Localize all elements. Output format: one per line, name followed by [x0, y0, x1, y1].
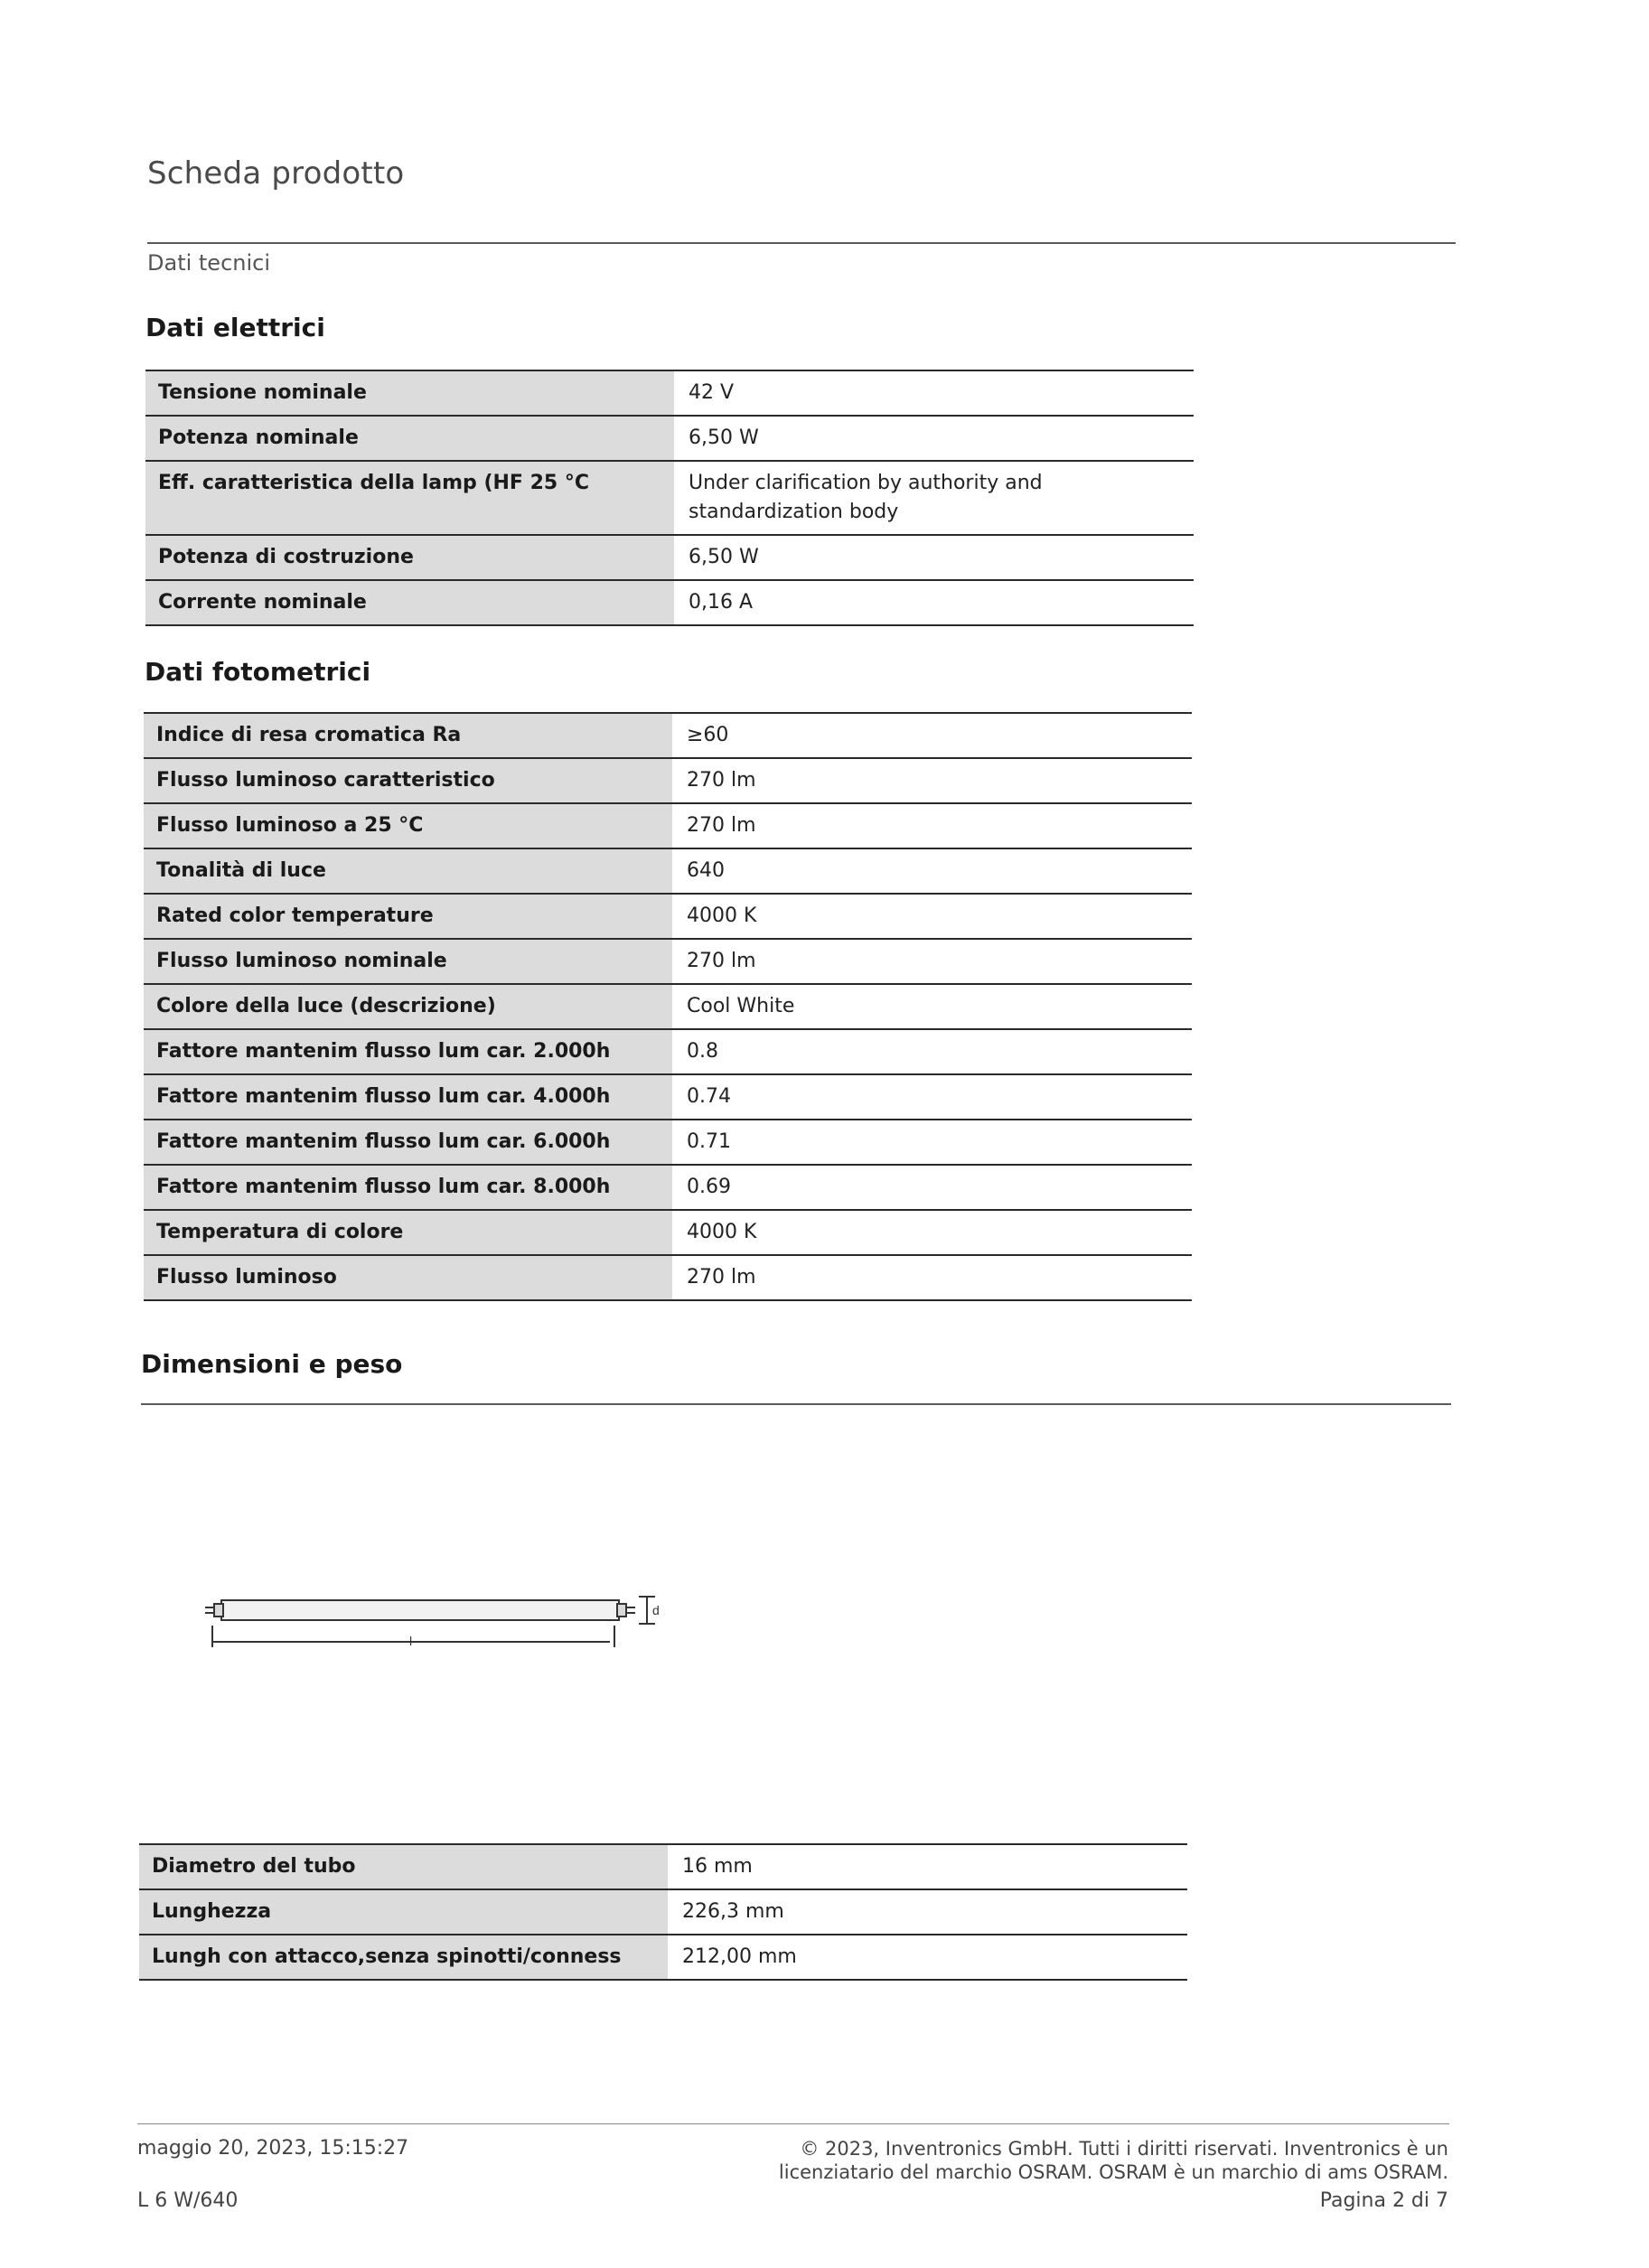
table-row — [144, 1210, 1192, 1255]
spec-value: Cool White — [672, 984, 1192, 1029]
table-row — [145, 461, 1194, 535]
spec-value: ≥60 — [672, 713, 1192, 758]
table-row — [139, 1844, 1187, 1889]
table-row — [144, 1165, 1192, 1210]
spec-label: Potenza nominale — [145, 416, 674, 461]
spec-value: 0.69 — [672, 1165, 1192, 1210]
tube-outline — [205, 1600, 635, 1620]
footer-date: maggio 20, 2023, 15:15:27 — [137, 2137, 409, 2160]
spec-label: Flusso luminoso caratteristico — [144, 758, 672, 803]
spec-value: 0.71 — [672, 1120, 1192, 1165]
spec-value: 6,50 W — [674, 535, 1194, 580]
section-heading-electrical: Dati elettrici — [145, 313, 325, 342]
table-row — [139, 1889, 1187, 1935]
table-row — [144, 1255, 1192, 1300]
header-divider — [147, 242, 1456, 244]
spec-value: 0,16 A — [674, 580, 1194, 625]
table-row — [144, 848, 1192, 894]
spec-label: Tensione nominale — [145, 370, 674, 416]
spec-label: Flusso luminoso nominale — [144, 939, 672, 984]
spec-value: 16 mm — [668, 1844, 1187, 1889]
spec-value: 270 lm — [672, 758, 1192, 803]
spec-value: 0.74 — [672, 1074, 1192, 1120]
length-dimension-line — [212, 1626, 614, 1647]
dimensions-divider — [141, 1403, 1451, 1405]
table-row — [145, 535, 1194, 580]
spec-value: 270 lm — [672, 803, 1192, 848]
spec-label: Rated color temperature — [144, 894, 672, 939]
spec-label: Temperatura di colore — [144, 1210, 672, 1255]
table-row — [144, 1120, 1192, 1165]
table-row — [144, 894, 1192, 939]
spec-value: 42 V — [674, 370, 1194, 416]
length-label: l — [409, 1634, 413, 1648]
section-heading-photometric: Dati fotometrici — [145, 657, 371, 687]
spec-value: 270 lm — [672, 939, 1192, 984]
page-number: Pagina 2 di 7 — [1319, 2189, 1448, 2212]
spec-label: Corrente nominale — [145, 580, 674, 625]
spec-value: 4000 K — [672, 894, 1192, 939]
table-row — [144, 1074, 1192, 1120]
spec-value: 6,50 W — [674, 416, 1194, 461]
table-row — [144, 803, 1192, 848]
spec-value: Under clarification by authority and standardization body — [674, 461, 1194, 535]
spec-label: Fattore mantenim flusso lum car. 6.000h — [144, 1120, 672, 1165]
section-heading-dimensions: Dimensioni e peso — [141, 1349, 403, 1379]
footer-copyright-line: licenziatario del marchio OSRAM. OSRAM è un marchio di ams OSRAM. — [778, 2161, 1448, 2183]
footer-copyright-line: © 2023, Inventronics GmbH. Tutti i diritti riservati. Inventronics è un — [800, 2138, 1448, 2160]
table-row — [144, 713, 1192, 758]
page-subtitle: Dati tecnici — [147, 250, 271, 276]
table-row — [144, 984, 1192, 1029]
table-row — [144, 1029, 1192, 1074]
diameter-label: d — [652, 1603, 660, 1617]
spec-label: Fattore mantenim flusso lum car. 4.000h — [144, 1074, 672, 1120]
spec-value: 4000 K — [672, 1210, 1192, 1255]
spec-label: Lungh con attacco,senza spinotti/conness — [139, 1935, 668, 1980]
tube-dimension-drawing — [203, 1586, 664, 1667]
table-row — [145, 370, 1194, 416]
spec-label: Fattore mantenim flusso lum car. 2.000h — [144, 1029, 672, 1074]
spec-value: 270 lm — [672, 1255, 1192, 1300]
spec-label: Potenza di costruzione — [145, 535, 674, 580]
table-row — [139, 1935, 1187, 1980]
spec-label: Flusso luminoso a 25 °C — [144, 803, 672, 848]
spec-value: 640 — [672, 848, 1192, 894]
spec-value: 0.8 — [672, 1029, 1192, 1074]
spec-label: Diametro del tubo — [139, 1844, 668, 1889]
table-row — [144, 939, 1192, 984]
photometric-table — [144, 712, 1192, 1301]
footer-divider — [137, 2123, 1449, 2124]
footer-copyright — [671, 2137, 1448, 2184]
spec-value: 226,3 mm — [668, 1889, 1187, 1935]
electrical-table — [145, 370, 1194, 626]
spec-label: Tonalità di luce — [144, 848, 672, 894]
page-title: Scheda prodotto — [147, 155, 405, 192]
spec-label: Indice di resa cromatica Ra — [144, 713, 672, 758]
table-row — [144, 758, 1192, 803]
footer-product-code: L 6 W/640 — [137, 2189, 239, 2212]
spec-label: Lunghezza — [139, 1889, 668, 1935]
spec-label: Eff. caratteristica della lamp (HF 25 °C — [145, 461, 674, 535]
spec-value: 212,00 mm — [668, 1935, 1187, 1980]
spec-label: Colore della luce (descrizione) — [144, 984, 672, 1029]
dimensions-table — [139, 1843, 1187, 1981]
table-row — [145, 580, 1194, 625]
table-row — [145, 416, 1194, 461]
spec-label: Flusso luminoso — [144, 1255, 672, 1300]
spec-label: Fattore mantenim flusso lum car. 8.000h — [144, 1165, 672, 1210]
